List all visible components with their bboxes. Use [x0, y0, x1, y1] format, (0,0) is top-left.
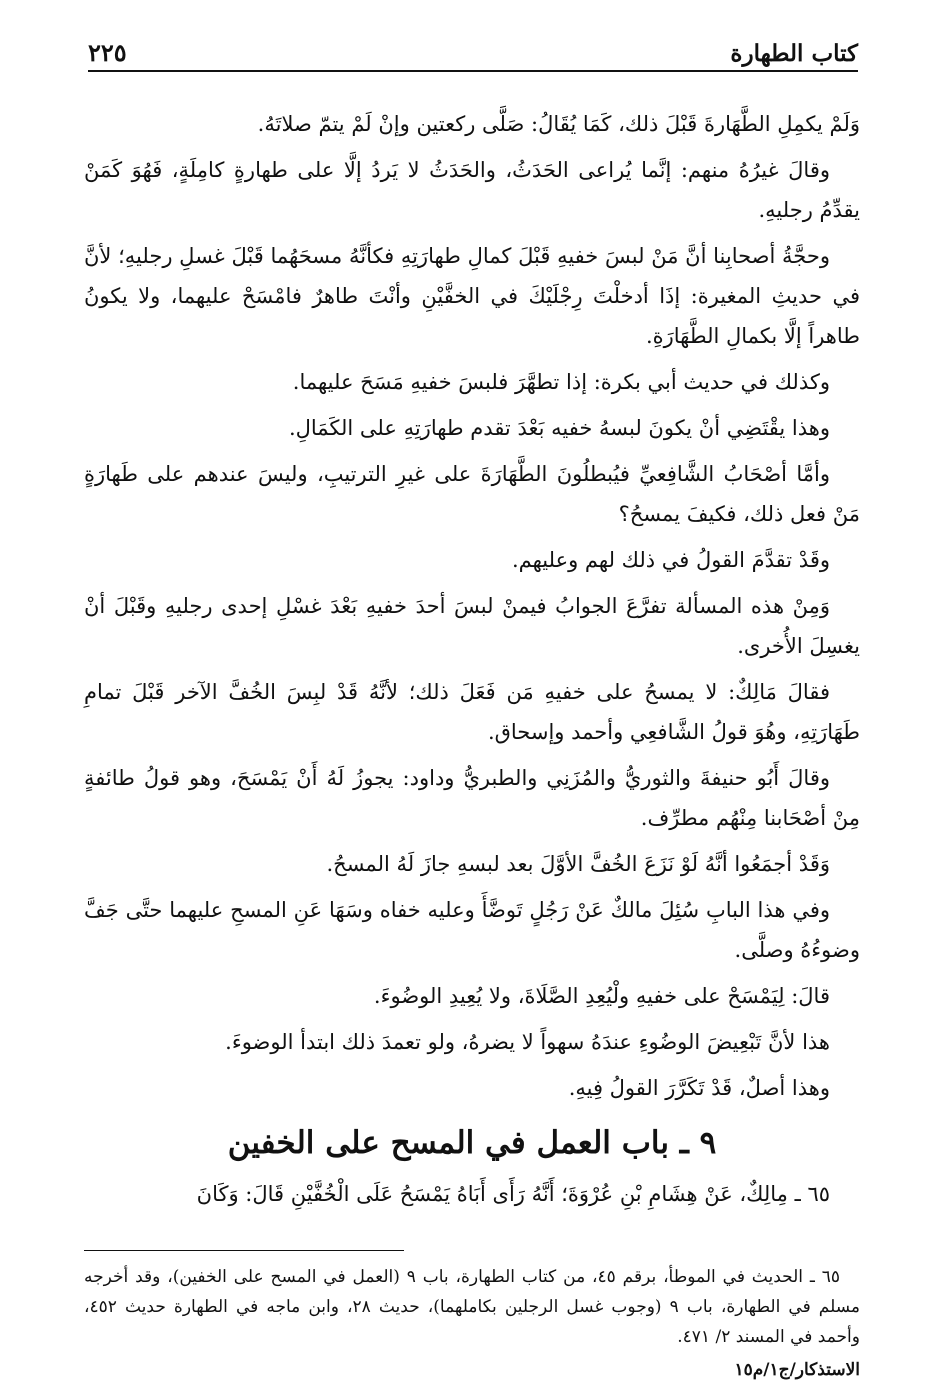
chapter-heading: ٩ ـ باب العمل في المسح على الخفين	[227, 1125, 717, 1161]
paragraph: وكذلك في حديث أبي بكرة: إذا تطهَّرَ فلبسَ خفيهِ مَسَحَ عليهما.	[292, 370, 830, 394]
paragraph: فقالَ مَالِكٌ: لا يمسحُ على خفيهِ مَن فَعَلَ ذلك؛ لأنَّهُ قَدْ لبِسَ الخُفَّ الآخر قَبْلَ تمامِ طَهَارَتِهِ، وهُوَ قولُ الشَّافعِي وأحمد وإسحاق.	[84, 680, 860, 744]
paragraph: قالَ: لِيَمْسَحْ على خفيهِ ولْيُعِدِ الصَّلَاةَ، ولا يُعِيدِ الوضُوءَ.	[373, 984, 830, 1008]
paragraph: وفي هذا البابِ سُئِلَ مالكٌ عَنْ رَجُلٍ تَوضَّأَ وعليه خفاه وسَهَا عَنِ المسحِ عليهما حتَّى جَفَّ وضوءُهُ وصلَّى.	[84, 898, 860, 962]
paragraph: وَلَمْ يكمِلِ الطَّهَارةَ قَبْلَ ذلك، كَمَا يُقَالُ: صَلَّى ركعتين وإنْ لَمْ يتمّ صلاتَهُ.	[257, 112, 860, 136]
printer-signature: الاستذكار/ج١/م١٥	[734, 1360, 860, 1380]
footnotes	[84, 1262, 860, 1352]
footnote-divider	[84, 1250, 404, 1251]
paragraph: وأمَّا أصْحَابُ الشَّافِعيِّ فيُبطلُونَ الطَّهَارَةَ على غيرِ الترتيبِ، وليسَ عندهم على طَهارَةٍ مَنْ فعل ذلك، فكيفَ يمسحُ؟	[84, 462, 860, 526]
paragraph: وقَدْ تقدَّمَ القولُ في ذلك لهم وعليهم.	[511, 548, 830, 572]
paragraph: وقالَ غيرُهُ منهم: إنَّما يُراعى الحَدَثُ، والحَدَثُ لا يَردُ إلَّا على طهارةٍ كامِلَةٍ، فَهُوَ كَمَنْ يقدِّمُ رجليهِ.	[84, 158, 860, 222]
paragraph: وهذا أصلٌ، قَدْ تَكَرَّرَ القولُ فِيهِ.	[568, 1076, 830, 1100]
paragraph: وَقَدْ أجمَعُوا أنَّهُ لَوْ نَزَعَ الخُفَّ الأوَّلَ بعد لبسهِ جازَ لَهُ المسحُ.	[326, 852, 830, 876]
body-text	[84, 104, 860, 1214]
paragraph: وحجَّةُ أصحابِنا أنَّ مَنْ لبسَ خفيهِ قَبْلَ كمالِ طهارَتِهِ فكأنَّهُ مسحَهُما قَبْلَ غسلِ رجليهِ؛ لأنَّ في حديثِ المغيرة: إذَا أدخلْتَ رِجْلَيْكَ في الخفَّيْنِ وأنْتَ طاهرٌ فامْسَحْ عليهما، ولا يكونُ طاهراً إلَّا بكمالِ الطَّهَارَةِ.	[84, 244, 860, 348]
book-title: كتاب الطهارة	[730, 40, 858, 67]
paragraph: وقالَ أَبُو حنيفةَ والثوريُّ والمُزَنِي والطبريُّ وداود: يجوزُ لَهُ أَنْ يَمْسَحَ، وهو قولُ طائفةٍ مِنْ أصْحَابنا مِنْهُم مطرِّف.	[84, 766, 860, 830]
hadith-line: ٦٥ ـ مِالِكٌ، عَنْ هِشَامِ بْنِ عُرْوَةَ؛ أَنَّهُ رَأَى أَبَاهُ يَمْسَحُ عَلَى الْخُفَّيْنِ قَالَ: وَكَانَ	[196, 1182, 830, 1206]
paragraph: وَمِنْ هذه المسألة تفرَّعَ الجوابُ فيمنْ لبسَ أحدَ خفيهِ بَعْدَ غسْلِ إحدى رجليهِ وقَبْلَ أنْ يغسِلَ الأُخرى.	[84, 594, 860, 658]
paragraph: هذا لأنَّ تَبْعِيضَ الوضُوءِ عندَهُ سهواً لا يضرهُ، ولو تعمدَ ذلك ابتدأ الوضوءَ.	[225, 1030, 830, 1054]
running-header	[88, 38, 858, 72]
footnote: ٦٥ ـ الحديث في الموطأ، برقم ٤٥، من كتاب الطهارة، باب ٩ (العمل في المسح على الخفين)، وقد أخرجه مسلم في الطهارة، باب ٩ (وجوب غسل الرجلين بكاملهما)، حديث ٢٨، وابن ماجه في الطهارة حديث ٤٥٢، وأحمد في المسند ٢/ ٤٧١.	[84, 1267, 860, 1347]
paragraph: وهذا يقْتَضِي أنْ يكونَ لبسهُ خفيه بَعْدَ تقدم طهارَتِهِ على الكَمَالِ.	[288, 416, 830, 440]
page-number: ٢٢٥	[88, 38, 127, 67]
